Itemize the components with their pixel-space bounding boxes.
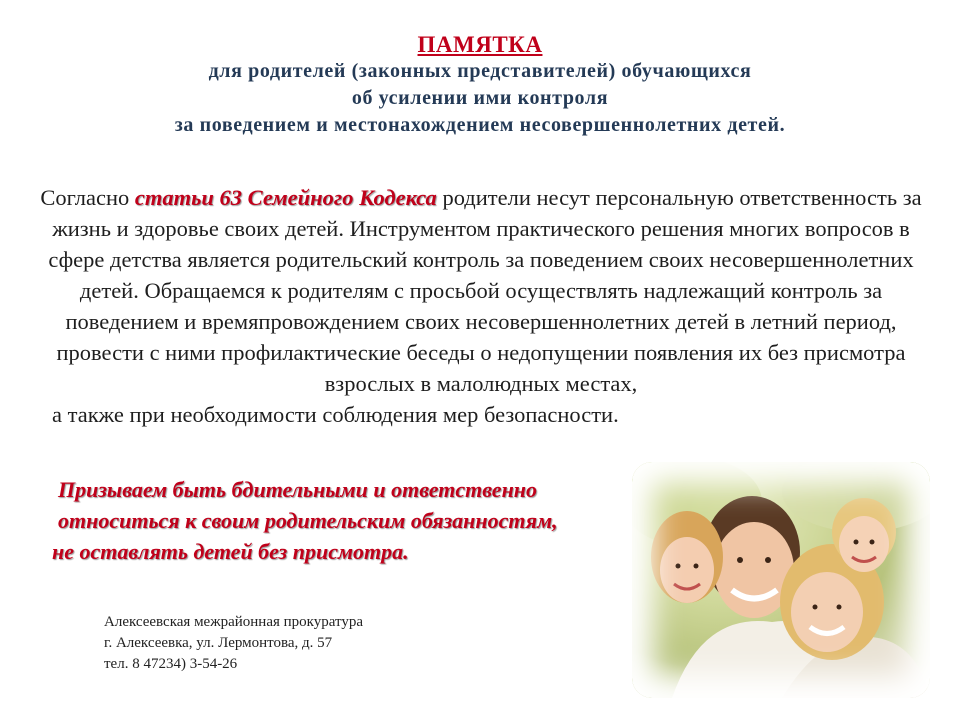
main-paragraph (36, 182, 926, 430)
subtitle-line-1: для родителей (законных представителей) обучающихся (208, 60, 752, 82)
paragraph-last-line: а также при необходимости соблюдения мер безопасности. (52, 402, 619, 427)
family-photo (632, 462, 930, 698)
contact-phone: тел. 8 47234) 3-54-26 (104, 656, 238, 672)
law-reference: статьи 63 Семейного Кодекса (134, 185, 437, 210)
callout-appeal (52, 474, 672, 567)
callout-line-2: относиться к своим родительским обязанностям, (58, 508, 558, 533)
contact-block (104, 612, 363, 675)
callout-line-1: Призываем быть бдительными и ответственно (58, 477, 537, 502)
photo-vignette (632, 462, 930, 698)
contact-organization: Алексеевская межрайонная прокуратура (104, 614, 364, 630)
callout-line-3: не оставлять детей без присмотра. (52, 539, 409, 564)
intro-before: Согласно (40, 185, 135, 210)
header (0, 32, 960, 139)
contact-address: г. Алексеевка, ул. Лермонтова, д. 57 (104, 635, 333, 651)
page-title: ПАМЯТКА (417, 32, 543, 57)
subtitle-line-3: за поведением и местонахождением несовершеннолетних детей. (174, 114, 786, 136)
intro-after: родители несут персональную ответственность за жизнь и здоровье своих детей. Инструментом практического решения многих вопросов в сфере детства является родительский контроль за поведением своих несовершеннолетних детей. Обращаемся к родителям с просьбой осуществлять надлежащий контроль за поведением и времяпровождением своих несовершеннолетних детей в летний период, провести с ними профилактические беседы о недопущении появления их без присмотра взрослых в малолюдных местах, (48, 185, 922, 396)
subtitle-line-2: об усилении ими контроля (351, 87, 609, 109)
